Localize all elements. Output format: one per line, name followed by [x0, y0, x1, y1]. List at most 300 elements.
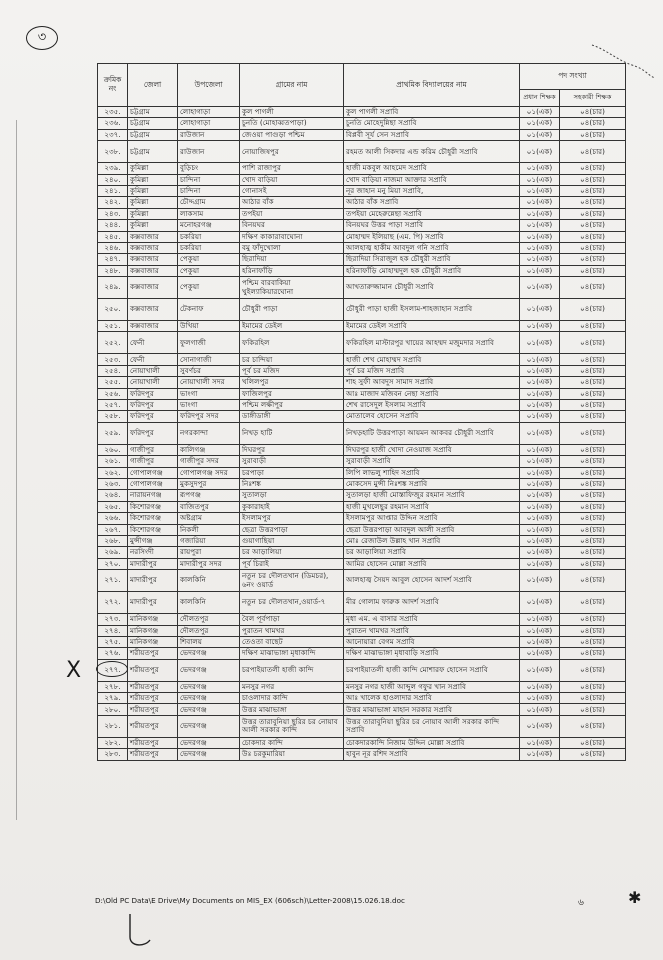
table-row	[98, 467, 626, 478]
cell-upazila: চৌদ্দগ্রাম	[178, 197, 240, 208]
cell-district: কক্সবাজার	[128, 231, 178, 242]
cell-upazila: লোহাগাড়া	[178, 118, 240, 129]
cell-district: কিশোরগঞ্জ	[128, 513, 178, 524]
cell-school: আমির হোসেন মোল্লা সপ্রাবি	[344, 558, 520, 569]
cell-school: হাজী শেখ মোহাম্মদ সপ্রাবি	[344, 354, 520, 365]
page-marker: ৩	[26, 26, 58, 50]
cell-village: খলিলপুর	[240, 377, 344, 388]
x-mark: X	[66, 658, 82, 683]
table-row	[98, 659, 626, 681]
cell-serial: ২৪৪.	[98, 220, 128, 231]
table-row	[98, 388, 626, 399]
cell-village: বমু ফাঁদুখোলা	[240, 242, 344, 253]
cell-district: শরীয়তপুর	[128, 681, 178, 692]
cell-assistant: ০৪(চার)	[560, 332, 626, 354]
table-row	[98, 365, 626, 376]
cell-school: মনসুর নগর হাজী আব্দুল গফুর খান সপ্রাবি	[344, 681, 520, 692]
cell-upazila: চকরিয়া	[178, 231, 240, 242]
cell-head: ০১(এক)	[520, 265, 560, 276]
cell-village: ইসলামপুর	[240, 513, 344, 524]
table-row	[98, 231, 626, 242]
cell-head: ০১(এক)	[520, 365, 560, 376]
cell-district: শরীয়তপুর	[128, 693, 178, 704]
cell-assistant: ০৪(চার)	[560, 377, 626, 388]
cell-assistant: ০৪(চার)	[560, 354, 626, 365]
table-row	[98, 737, 626, 748]
cell-assistant: ০৪(চার)	[560, 513, 626, 524]
cell-upazila: রাউজান	[178, 129, 240, 140]
cell-head: ০১(এক)	[520, 501, 560, 512]
cell-head: ০১(এক)	[520, 197, 560, 208]
header-village: গ্রামের নাম	[240, 64, 344, 107]
cell-serial: ২৬৫.	[98, 501, 128, 512]
cell-school: তপইয়া মেহেরুন্নেছা সপ্রাবি	[344, 208, 520, 219]
cell-district: কক্সবাজার	[128, 299, 178, 321]
cell-village: ছেত্রা উত্তরপাড়া	[240, 524, 344, 535]
cell-district: গাজীপুর	[128, 456, 178, 467]
cell-upazila: পেকুয়া	[178, 265, 240, 276]
table-row	[98, 411, 626, 422]
cell-assistant: ০৪(চার)	[560, 231, 626, 242]
cell-district: কুমিল্লা	[128, 197, 178, 208]
cell-school: আনোয়ারা বেগম সপ্রাবি	[344, 636, 520, 647]
cell-school: আখতারুজ্জামান চৌধুরী সপ্রাবি	[344, 277, 520, 299]
cell-district: শরীয়তপুর	[128, 659, 178, 681]
cell-upazila: টেকনাফ	[178, 299, 240, 321]
cell-district: শরীয়তপুর	[128, 715, 178, 737]
cell-school: শেখ রাসেদুল ইসলাম সপ্রাবি	[344, 400, 520, 411]
cell-upazila: ভেদরগঞ্জ	[178, 715, 240, 737]
cell-district: কুমিল্লা	[128, 185, 178, 196]
cell-upazila: দৌলতপুর	[178, 614, 240, 625]
cell-assistant: ০৪(চার)	[560, 636, 626, 647]
cell-assistant: ০৪(চার)	[560, 535, 626, 546]
cell-village: ফকিরহিল	[240, 332, 344, 354]
cell-school: লিপি লাভলু শাহিদ সপ্রাবি	[344, 467, 520, 478]
cell-assistant: ০৪(চার)	[560, 299, 626, 321]
cell-village: পশ্চিম বারবাকিয়া খুইল্যাকিয়ারঘোনা	[240, 277, 344, 299]
cell-village: খোদ বাড়িয়া	[240, 174, 344, 185]
cell-assistant: ০৪(চার)	[560, 704, 626, 715]
cell-village: সুরাবাড়ী	[240, 456, 344, 467]
cell-serial: ২৪০.	[98, 174, 128, 185]
cell-village: উত্তর মাঝাভাঙ্গা	[240, 704, 344, 715]
cell-school: চুনতি মোহেদুন্নিছা সপ্রাবি	[344, 118, 520, 129]
table-row	[98, 693, 626, 704]
cell-assistant: ০৪(চার)	[560, 715, 626, 737]
table-row	[98, 501, 626, 512]
cell-upazila: রায়পুরা	[178, 547, 240, 558]
cell-assistant: ০৪(চার)	[560, 456, 626, 467]
cell-school: পূর্ব চর মজিদ সপ্রাবি	[344, 365, 520, 376]
cell-village: চর চান্দিয়া	[240, 354, 344, 365]
cell-district: নরসিংদী	[128, 547, 178, 558]
cell-assistant: ০৪(চার)	[560, 400, 626, 411]
cell-serial: ২৭৫.	[98, 636, 128, 647]
cell-village: পূর্ব চর মজিদ	[240, 365, 344, 376]
cell-school: বিপ্লবী সূর্য সেন সপ্রাবি	[344, 129, 520, 140]
cell-school: পুরাতন খামখর সপ্রাবি	[344, 625, 520, 636]
cell-serial: ২৪৫.	[98, 231, 128, 242]
cell-school: উত্তর মাঝাভাঙ্গা মাহান সরকার সপ্রাবি	[344, 704, 520, 715]
cell-assistant: ০৪(চার)	[560, 547, 626, 558]
cell-head: ০১(এক)	[520, 513, 560, 524]
cell-district: মাদারীপুর	[128, 558, 178, 569]
cell-village: চরপাইয়াতলী হাজী কান্দি	[240, 659, 344, 681]
cell-assistant: ০৪(চার)	[560, 501, 626, 512]
cell-head: ০১(এক)	[520, 163, 560, 174]
cell-assistant: ০৪(চার)	[560, 737, 626, 748]
cell-upazila: ফুলগাজী	[178, 332, 240, 354]
cell-assistant: ০৪(চার)	[560, 681, 626, 692]
cell-upazila: লোহাগাড়া	[178, 107, 240, 118]
table-row	[98, 299, 626, 321]
table-row	[98, 242, 626, 253]
cell-district: ফরিদপুর	[128, 388, 178, 399]
table-row	[98, 197, 626, 208]
table-row	[98, 208, 626, 219]
cell-serial: ২৭৮.	[98, 681, 128, 692]
header-posts: পদ সংখ্যা	[520, 64, 626, 90]
cell-district: ফরিদপুর	[128, 422, 178, 444]
cell-village: হরিনাফাঁড়ি	[240, 265, 344, 276]
table-row	[98, 592, 626, 614]
cell-assistant: ০৪(চার)	[560, 265, 626, 276]
cell-serial: ২৭১.	[98, 570, 128, 592]
cell-school: হাবুন নূর রশিদ সপ্রাবি	[344, 749, 520, 760]
cell-school: ছেত্রা উত্তরপাড়া আবদুল আলী সপ্রাবি	[344, 524, 520, 535]
cell-serial: ২৪৯.	[98, 277, 128, 299]
table-row	[98, 400, 626, 411]
cell-assistant: ০৪(চার)	[560, 490, 626, 501]
cell-village: দক্ষিণ কাকারাবাঘোনা	[240, 231, 344, 242]
cell-serial: ২৫২.	[98, 332, 128, 354]
table-row	[98, 220, 626, 231]
cell-serial: ২৪১.	[98, 185, 128, 196]
cell-head: ০১(এক)	[520, 377, 560, 388]
table-row	[98, 174, 626, 185]
cell-serial: ২৬৪.	[98, 490, 128, 501]
cell-village: মনসুর নগর	[240, 681, 344, 692]
cell-upazila: দৌলতপুর	[178, 625, 240, 636]
cell-head: ০১(এক)	[520, 129, 560, 140]
cell-assistant: ০৪(চার)	[560, 321, 626, 332]
cell-assistant: ০৪(চার)	[560, 254, 626, 265]
cell-upazila: গজারিয়া	[178, 535, 240, 546]
cell-head: ০১(এক)	[520, 118, 560, 129]
cell-serial: ২৭৩.	[98, 614, 128, 625]
cell-district: চট্টগ্রাম	[128, 118, 178, 129]
cell-upazila: মাদারীপুর সদর	[178, 558, 240, 569]
cell-upazila: কালকিনি	[178, 570, 240, 592]
cell-district: ফরিদপুর	[128, 400, 178, 411]
cell-serial: ২৬৩.	[98, 478, 128, 489]
header-upazila: উপজেলা	[178, 64, 240, 107]
cell-district: শরীয়তপুর	[128, 749, 178, 760]
cell-serial: ২৭৯.	[98, 693, 128, 704]
cell-head: ০১(এক)	[520, 614, 560, 625]
cell-upazila: পেকুয়া	[178, 277, 240, 299]
cell-upazila: মুকসুদপুর	[178, 478, 240, 489]
cell-serial: ২৫৯.	[98, 422, 128, 444]
cell-assistant: ০৪(চার)	[560, 558, 626, 569]
cell-school: মোকসেদ মুন্সী নিঃশঙ্ক সপ্রাবি	[344, 478, 520, 489]
cell-assistant: ০৪(চার)	[560, 163, 626, 174]
cell-head: ০১(এক)	[520, 220, 560, 231]
cell-assistant: ০৪(চার)	[560, 422, 626, 444]
cell-assistant: ০৪(চার)	[560, 107, 626, 118]
cell-upazila: চকরিয়া	[178, 242, 240, 253]
cell-assistant: ০৪(চার)	[560, 197, 626, 208]
cell-serial: ২৫৪.	[98, 365, 128, 376]
cell-upazila: চান্দিনা	[178, 185, 240, 196]
cell-district: গাজীপুর	[128, 444, 178, 455]
header-serial: ক্রমিক নং	[98, 64, 128, 107]
cell-head: ০১(এক)	[520, 592, 560, 614]
cell-upazila: ভেদরগঞ্জ	[178, 659, 240, 681]
cell-serial: ২৫০.	[98, 299, 128, 321]
cell-head: ০১(এক)	[520, 547, 560, 558]
cell-school: মোহাম্মদ ইলিয়াছ (এম. পি) সপ্রাবি	[344, 231, 520, 242]
cell-school: চৌধুরী পাড়া হাজী ইসলাম-শাহজাহান সপ্রাবি	[344, 299, 520, 321]
cell-district: নারায়নগঞ্জ	[128, 490, 178, 501]
cell-serial: ২৪৭.	[98, 254, 128, 265]
cell-district: কুমিল্লা	[128, 174, 178, 185]
table-row	[98, 478, 626, 489]
cell-upazila: চান্দিনা	[178, 174, 240, 185]
cell-head: ০১(এক)	[520, 625, 560, 636]
cell-district: ফেনী	[128, 332, 178, 354]
cell-head: ০১(এক)	[520, 400, 560, 411]
cell-assistant: ০৪(চার)	[560, 388, 626, 399]
cell-district: মানিকগঞ্জ	[128, 614, 178, 625]
cell-head: ০১(এক)	[520, 321, 560, 332]
cell-serial: ২৭২.	[98, 592, 128, 614]
cell-school: আঃ খালেক হাওলাদার সপ্রাবি	[344, 693, 520, 704]
cell-district: কক্সবাজার	[128, 265, 178, 276]
cell-serial: ২৩৯.	[98, 163, 128, 174]
cell-upazila: লাকসাম	[178, 208, 240, 219]
cell-upazila: রাউজান	[178, 141, 240, 163]
cell-head: ০১(এক)	[520, 490, 560, 501]
cell-upazila: ভাংগা	[178, 400, 240, 411]
cell-village: তপইয়া	[240, 208, 344, 219]
cell-school: ফকিরহিল মাস্টারপুর খায়ের আহম্মদ মজুমদার সপ্রাবি	[344, 332, 520, 354]
cell-district: শরীয়তপুর	[128, 737, 178, 748]
table-row	[98, 490, 626, 501]
cell-school: আলহাজ্ব সৈয়দ আবুল হোসেন আদর্শ সপ্রাবি	[344, 570, 520, 592]
cell-village: নিখড় হাটি	[240, 422, 344, 444]
cell-upazila: উখিয়া	[178, 321, 240, 332]
cell-district: চট্টগ্রাম	[128, 129, 178, 140]
cell-district: ফরিদপুর	[128, 411, 178, 422]
cell-head: ০১(এক)	[520, 715, 560, 737]
header-district: জেলা	[128, 64, 178, 107]
cell-village: তেওতা বাছেট	[240, 636, 344, 647]
cell-school: ইমামের ডেইল সপ্রাবি	[344, 321, 520, 332]
cell-district: চট্টগ্রাম	[128, 141, 178, 163]
cell-district: গোপালগঞ্জ	[128, 478, 178, 489]
cell-serial: ২৪৮.	[98, 265, 128, 276]
cell-assistant: ০৪(চার)	[560, 614, 626, 625]
cell-district: কুমিল্লা	[128, 163, 178, 174]
cell-head: ০১(এক)	[520, 332, 560, 354]
cell-assistant: ০৪(চার)	[560, 444, 626, 455]
cell-district: গোপালগঞ্জ	[128, 467, 178, 478]
cell-village: পাশি রাজাপুর	[240, 163, 344, 174]
cell-school: সুরাবাড়ী সপ্রাবি	[344, 456, 520, 467]
cell-upazila: কালিগঞ্জ	[178, 444, 240, 455]
cell-school: নূর জাহান মনু মিয়া সপ্রাবি,	[344, 185, 520, 196]
cell-serial: ২৩৬.	[98, 118, 128, 129]
cell-district: মাদারীপুর	[128, 592, 178, 614]
cell-serial: ২৭৬.	[98, 648, 128, 659]
table-row	[98, 444, 626, 455]
cell-school: চর আড়ালিয়া সপ্রাবি	[344, 547, 520, 558]
table-row	[98, 277, 626, 299]
cell-village: নিঃশঙ্ক	[240, 478, 344, 489]
cell-village: বৈল পূর্বপাড়া	[240, 614, 344, 625]
cell-head: ০১(এক)	[520, 354, 560, 365]
cell-school: কুল পাগলী সপ্রাবি	[344, 107, 520, 118]
cell-head: ০১(এক)	[520, 456, 560, 467]
cell-school: মোঃ রেজাউল উল্লাহ খান সপ্রাবি	[344, 535, 520, 546]
margin-line	[16, 120, 17, 820]
cell-head: ০১(এক)	[520, 524, 560, 535]
cell-serial: ২৮০.	[98, 704, 128, 715]
cell-assistant: ০৪(চার)	[560, 185, 626, 196]
cell-assistant: ০৪(চার)	[560, 242, 626, 253]
cell-serial: ২৫৮.	[98, 411, 128, 422]
cell-school: ছিরাদিয়া সিরাজুল হক চৌধুরী সপ্রাবি	[344, 254, 520, 265]
cell-head: ০১(এক)	[520, 141, 560, 163]
cell-head: ০১(এক)	[520, 299, 560, 321]
cell-village: নতুন চর দৌলতখান,ওয়ার্ড-৭	[240, 592, 344, 614]
cell-school: দিঘরপুর হাজী খোদা নেওয়াজ সপ্রাবি	[344, 444, 520, 455]
cell-school: শাহ সুফী আবদুস সামাদ সপ্রাবি	[344, 377, 520, 388]
cell-serial: ২৮২.	[98, 737, 128, 748]
table-row	[98, 648, 626, 659]
cell-village: চাওলাদার কান্দি	[240, 693, 344, 704]
cell-village: ছিরাদিয়া	[240, 254, 344, 265]
cell-village: আঠার বাঁক	[240, 197, 344, 208]
cell-serial: ২৬১.	[98, 456, 128, 467]
table-row	[98, 332, 626, 354]
cell-district: কক্সবাজার	[128, 321, 178, 332]
table-row	[98, 681, 626, 692]
cell-head: ০১(এক)	[520, 422, 560, 444]
cell-head: ০১(এক)	[520, 411, 560, 422]
cell-village: গোনাসই	[240, 185, 344, 196]
cell-district: ফেনী	[128, 354, 178, 365]
cell-school: মোতালেব হোসেন সপ্রাবি	[344, 411, 520, 422]
cell-district: কক্সবাজার	[128, 277, 178, 299]
cell-upazila: রূপগঞ্জ	[178, 490, 240, 501]
cell-school: মৃধা এম. এ বাসার সপ্রাবি	[344, 614, 520, 625]
cell-district: শরীয়তপুর	[128, 648, 178, 659]
page-number: ৬	[578, 898, 584, 908]
table-row	[98, 141, 626, 163]
table-row	[98, 254, 626, 265]
cell-serial: ২৫৫.	[98, 377, 128, 388]
cell-school: নিখড়হাটি উত্তরপাড়া আয়মন আকবর চৌধুরী সপ্রাবি	[344, 422, 520, 444]
cell-assistant: ০৪(চার)	[560, 220, 626, 231]
cell-serial: ২৬৮.	[98, 535, 128, 546]
cell-serial: ২৫৬.	[98, 388, 128, 399]
cell-upazila: ভেদরগঞ্জ	[178, 648, 240, 659]
cell-serial: ২৮৩.	[98, 749, 128, 760]
cell-serial: ২৭০.	[98, 558, 128, 569]
table-row	[98, 636, 626, 647]
cell-head: ০১(এক)	[520, 659, 560, 681]
cell-assistant: ০৪(চার)	[560, 411, 626, 422]
cell-school: দক্ষিণ মাঝাভাঙ্গা মৃধাবাড়ি সপ্রাবি	[344, 648, 520, 659]
cell-serial: ২৬৭.	[98, 524, 128, 535]
cell-district: চট্টগ্রাম	[128, 107, 178, 118]
cell-head: ০১(এক)	[520, 231, 560, 242]
cell-school: আঠার বাঁক সপ্রাবি	[344, 197, 520, 208]
school-table	[97, 63, 626, 761]
cell-head: ০১(এক)	[520, 570, 560, 592]
cell-serial: ২৮১.	[98, 715, 128, 737]
cell-assistant: ০৪(চার)	[560, 174, 626, 185]
header-head: প্রধান শিক্ষক	[520, 90, 560, 107]
cell-upazila: নগরকান্দা	[178, 422, 240, 444]
cell-school: সুতালড়া হাজী মোস্তাফিজুর রহমান সপ্রাবি	[344, 490, 520, 501]
cell-school: ইসলামপুর আপ্তার উদ্দিন সপ্রাবি	[344, 513, 520, 524]
table-row	[98, 558, 626, 569]
star-mark: ✱	[628, 888, 642, 907]
cell-village: দিঘরপুর	[240, 444, 344, 455]
cell-serial: ২৭৪.	[98, 625, 128, 636]
cell-district: নোয়াখালী	[128, 377, 178, 388]
cell-serial: ২৭৭.	[98, 659, 128, 681]
table-row	[98, 704, 626, 715]
cell-serial: ২৪৩.	[98, 208, 128, 219]
cell-village: চোকদার কান্দি	[240, 737, 344, 748]
cell-village: সুতালড়া	[240, 490, 344, 501]
table-row	[98, 535, 626, 546]
table-row	[98, 377, 626, 388]
cell-assistant: ০৪(চার)	[560, 693, 626, 704]
cell-serial: ২৩৮.	[98, 141, 128, 163]
cell-assistant: ০৪(চার)	[560, 208, 626, 219]
cell-head: ০১(এক)	[520, 558, 560, 569]
cell-upazila: বাজিতপুর	[178, 501, 240, 512]
table-row	[98, 265, 626, 276]
header-assistant: সহকারী শিক্ষক	[560, 90, 626, 107]
cell-head: ০১(এক)	[520, 208, 560, 219]
cell-upazila: সুবর্ণচর	[178, 365, 240, 376]
cell-village: ইমামের ডেইল	[240, 321, 344, 332]
cell-district: মাদারীপুর	[128, 570, 178, 592]
table-row	[98, 749, 626, 760]
cell-serial: ২৬৯.	[98, 547, 128, 558]
cell-head: ০১(এক)	[520, 277, 560, 299]
cell-village: জেওয়া পাগুড়া পশ্চিম	[240, 129, 344, 140]
table-row	[98, 715, 626, 737]
circle-mark	[96, 661, 128, 677]
cell-district: নোয়াখালী	[128, 365, 178, 376]
cell-assistant: ০৪(চার)	[560, 625, 626, 636]
table-body	[98, 107, 626, 761]
cell-village: গুয়াগাছিয়া	[240, 535, 344, 546]
cell-assistant: ০৪(চার)	[560, 277, 626, 299]
cell-village: উত্তর তারাবুনিয়া ছুরির চর নোয়াব আলী সরকার কান্দি	[240, 715, 344, 737]
cell-assistant: ০৪(চার)	[560, 659, 626, 681]
table-row	[98, 118, 626, 129]
cell-assistant: ০৪(চার)	[560, 570, 626, 592]
